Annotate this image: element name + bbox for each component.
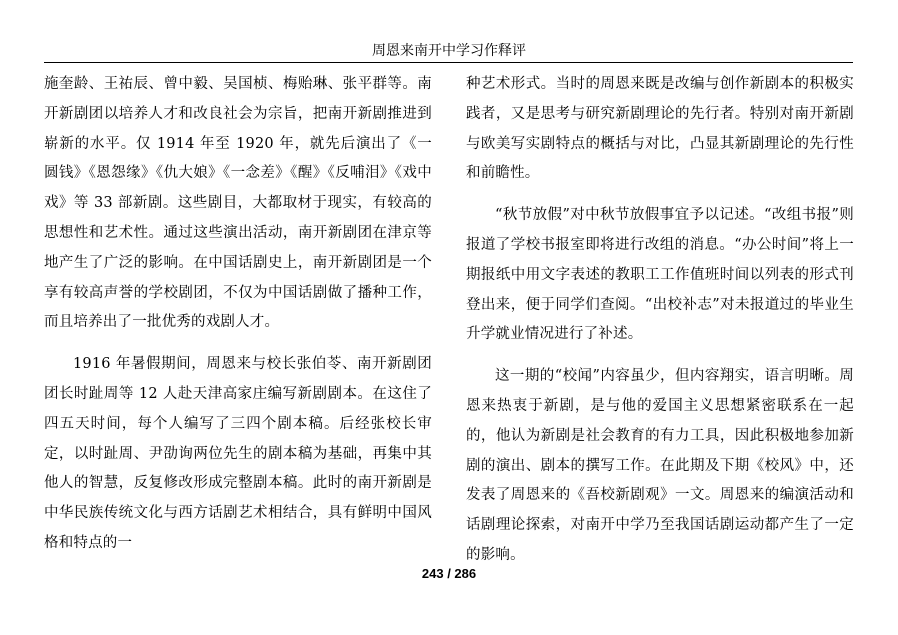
running-header: 周恩来南开中学习作释评: [372, 43, 526, 59]
left-column: [44, 70, 432, 571]
page-number: 243 / 286: [421, 566, 477, 581]
header-divider: [44, 62, 853, 63]
paragraph: 这一期的“校闻”内容虽少，但内容翔实，语言明晰。周恩来热衷于新剧，是与他的爱国主义思想紧密联系在一起的，他认为新剧是社会教育的有力工具，因此积极地参加新剧的演出、剧本的撰写工作。在此期及下期《校风》中，还发表了周恩来的《吾校新剧观》一文。周恩来的编演活动和话剧理论探索，对南开中学乃至我国话剧运动都产生了一定的影响。: [466, 368, 854, 563]
right-column: [466, 70, 854, 583]
paragraph: “秋节放假”对中秋节放假事宜予以记述。“改组书报”则报道了学校书报室即将进行改组的消息。“办公时间”将上一期报纸中用文字表述的教职工工作值班时间以列表的形式刊登出来，便于同学们查阅。“出校补志”对未报道过的毕业生升学就业情况进行了补述。: [466, 207, 854, 343]
paragraph: 种艺术形式。当时的周恩来既是改编与创作新剧本的积极实践者，又是思考与研究新剧理论的先行者。特别对南开新剧与欧美写实剧特点的概括与对比，凸显其新剧理论的先行性和前瞻性。: [466, 76, 854, 182]
paragraph: 施奎龄、王祐辰、曾中毅、吴国桢、梅贻琳、张平群等。南开新剧团以培养人才和改良社会为宗旨，把南开新剧推进到崭新的水平。仅 1914 年至 1920 年，就先后演出了《一圆钱》《恩怨缘》《仇大娘》《一念差》《醒》《反哺泪》《戏中戏》等 33 部新剧。这些剧目，大都取材于现实，有较高的思想性和艺术性。通过这些演出活动，南开新剧团在津京等地产生了广泛的影响。在中国话剧史上，南开新剧团是一个享有较高声誉的学校剧团，不仅为中国话剧做了播种工作，而且培养出了一批优秀的戏剧人才。: [44, 76, 432, 331]
paragraph: 1916 年暑假期间，周恩来与校长张伯苓、南开新剧团团长时趾周等 12 人赴天津高家庄编写新剧剧本。在这住了四五天时间，每个人编写了三四个剧本稿。后经张校长审定，以时趾周、尹劭询两位先生的剧本稿为基础，再集中其他人的智慧，反复修改形成完整剧本稿。此时的南开新剧是中华民族传统文化与西方话剧艺术相结合，具有鲜明中国风格和特点的一: [44, 356, 432, 551]
